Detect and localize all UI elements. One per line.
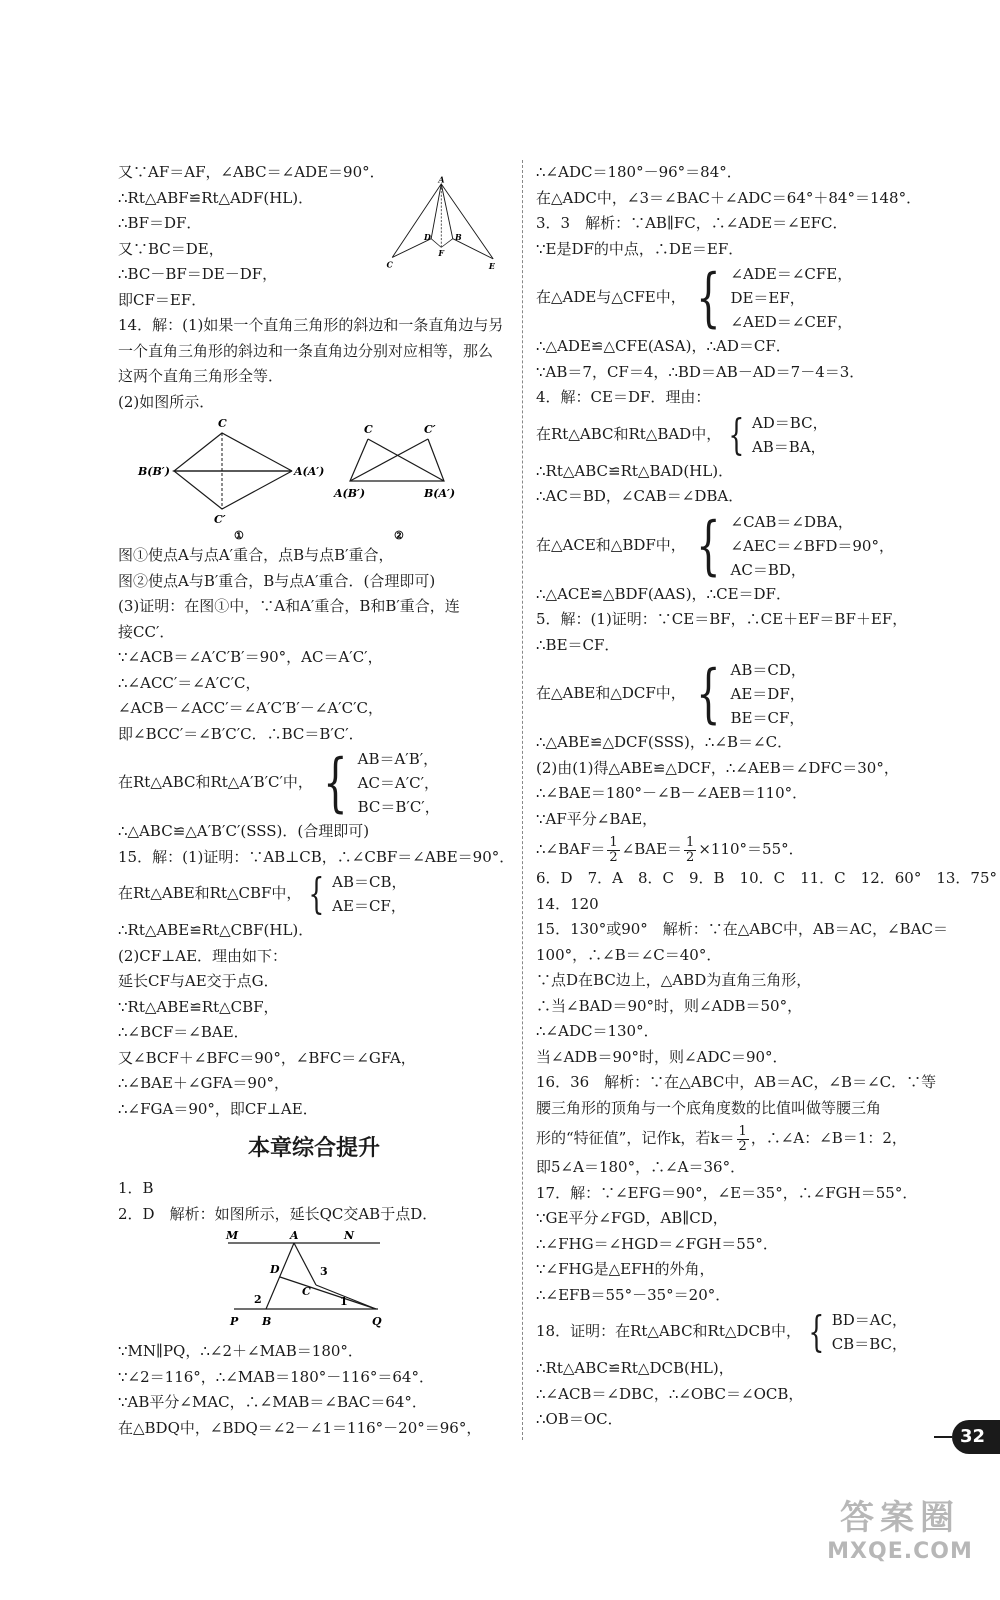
brace-icon: { xyxy=(323,746,348,820)
fraction-line xyxy=(536,832,946,866)
condition: AC＝BD， xyxy=(730,560,806,579)
label-3: 3 xyxy=(320,1265,328,1278)
text-line: 6．D 7．A 8．C 9．B 10．C 11．C 12．60° 13．75° xyxy=(536,869,998,887)
text-line: ∵E是DF的中点，∴DE＝EF． xyxy=(536,239,744,258)
text-line: ∴BF＝DF． xyxy=(118,214,202,232)
condition: AE＝CF， xyxy=(332,897,406,915)
label-1: 1 xyxy=(340,1295,348,1308)
label-2: 2 xyxy=(254,1293,262,1306)
text-line: ∴△ABE≌△DCF(SSS)，∴∠B＝∠C． xyxy=(536,733,793,751)
text-line: ∴OB＝OC． xyxy=(536,1410,623,1428)
figure-number-1: ① xyxy=(234,529,244,542)
condition: AC＝A′C′， xyxy=(357,774,440,792)
text-line: ∵AB平分∠MAC，∴∠MAB＝∠BAC＝64°． xyxy=(118,1393,427,1411)
brace-icon: { xyxy=(728,409,745,459)
text-line: 15．130°或90° 解析：∵在△ABC中，AB＝AC，∠BAC＝ xyxy=(536,920,949,938)
text-line: ∵点D在BC边上，△ABD为直角三角形， xyxy=(536,971,812,989)
text-segment: ×110°＝55°． xyxy=(698,840,804,858)
text-line: 2．D 解析：如图所示，延长QC交AB于点D． xyxy=(118,1204,438,1223)
label-c: C xyxy=(218,417,227,430)
text-line: 腰三角形的顶角与一个底角度数的比值叫做等腰三角 xyxy=(536,1098,882,1117)
denominator: 2 xyxy=(609,849,618,865)
label-c: C xyxy=(302,1285,311,1298)
text-line: ∴Rt△ABE≌Rt△CBF(HL)． xyxy=(118,921,314,939)
text-segment: ∠BAE＝ xyxy=(621,840,683,858)
text-segment: ∴∠BAF＝ xyxy=(536,840,606,858)
system-label: 18．证明：在Rt△ABC和Rt△DCB中， xyxy=(536,1322,801,1341)
text-line: (2)由(1)得△ABE≌△DCF，∴∠AEB＝∠DFC＝30°， xyxy=(536,758,899,777)
system-label: 在Rt△ABC和Rt△A′B′C′中， xyxy=(118,773,313,792)
label-e: E xyxy=(488,261,495,271)
brace-icon: { xyxy=(308,869,325,918)
text-line: 又∠BCF＋∠BFC＝90°，∠BFC＝∠GFA， xyxy=(118,1048,416,1067)
text-line: 16．36 解析：∵在△ABC中，AB＝AC，∠B＝∠C．∵等 xyxy=(536,1073,937,1091)
text-line: ∴∠ACC′＝∠A′C′C， xyxy=(118,673,261,692)
condition: AD＝BC， xyxy=(751,413,828,432)
page-number-dash xyxy=(934,1436,952,1438)
equation-system xyxy=(536,658,946,730)
text-line: 延长CF与AE交于点G． xyxy=(118,972,279,990)
system-label: 在Rt△ABE和Rt△CBF中， xyxy=(118,884,302,903)
text-line: ∵AB＝7，CF＝4，∴BD＝AB－AD＝7－4＝3． xyxy=(536,362,865,381)
text-line: ∵∠2＝116°，∴∠MAB＝180°－116°＝64°． xyxy=(118,1367,434,1386)
system-conditions xyxy=(358,747,440,819)
fraction xyxy=(737,1125,749,1154)
text-line: 当∠ADB＝90°时，则∠ADC＝90°． xyxy=(536,1047,788,1066)
left-column xyxy=(118,160,515,1441)
column-divider xyxy=(522,160,523,1440)
label-b: B xyxy=(262,1315,272,1328)
equation-system xyxy=(536,262,946,334)
text-line: 又∵AF＝AF，∠ABC＝∠ADE＝90°． xyxy=(118,163,385,181)
label-c-prime: C′ xyxy=(214,513,226,526)
label-c: C xyxy=(386,260,393,270)
equation-system xyxy=(118,870,510,918)
condition: AB＝BA， xyxy=(751,437,826,456)
text-line: 一个直角三角形的斜边和一条直角边分别对应相等，那么 xyxy=(118,341,494,360)
fraction-line xyxy=(536,1121,946,1155)
denominator: 2 xyxy=(686,849,695,865)
text-line: ∴∠FGA＝90°，即CF⊥AE． xyxy=(118,1099,318,1118)
text-line: ∴∠BAE＝180°－∠B－∠AEB＝110°． xyxy=(536,784,808,802)
equation-system xyxy=(536,411,946,459)
text-line: 14．解：(1)如果一个直角三角形的斜边和一条直角边与另 xyxy=(118,316,504,334)
condition: CB＝BC， xyxy=(831,1335,907,1353)
text-segment: 形的“特征值”，记作k，若k＝ xyxy=(536,1129,735,1147)
page-number: 32 xyxy=(952,1420,1000,1454)
system-conditions xyxy=(731,658,806,730)
proof-13-text xyxy=(118,160,385,313)
system-label: 在△ABE和△DCF中， xyxy=(536,684,686,703)
equation-system xyxy=(536,1308,946,1356)
text-line: ∴AC＝BD，∠CAB＝∠DBA． xyxy=(536,487,744,505)
text-line: 即∠BCC′＝∠B′C′C．∴BC＝B′C′． xyxy=(118,724,364,743)
text-line: ∴△ABC≌△A′B′C′(SSS)．(合理即可) xyxy=(118,822,370,840)
text-line: 17．解：∵∠EFG＝90°，∠E＝35°，∴∠FGH＝55°． xyxy=(536,1183,918,1202)
text-line: ∵GE平分∠FGD，AB∥CD， xyxy=(536,1209,728,1227)
condition: BC＝B′C′， xyxy=(357,798,440,816)
text-line: 这两个直角三角形全等． xyxy=(118,367,284,385)
text-line: 图①使点A与点A′重合，点B与点B′重合， xyxy=(118,546,394,564)
numerator: 1 xyxy=(686,834,695,850)
condition: ∠AEC＝∠BFD＝90°， xyxy=(730,536,894,555)
text-line: ∴∠BAE＋∠GFA＝90°， xyxy=(118,1074,289,1092)
brace-icon: { xyxy=(808,1307,825,1356)
label-a: A xyxy=(437,175,445,185)
brace-icon: { xyxy=(695,261,721,335)
condition: DE＝EF， xyxy=(730,289,805,307)
fraction xyxy=(607,836,619,865)
text-line: 在△BDQ中，∠BDQ＝∠2－∠1＝116°－20°＝96°， xyxy=(118,1418,482,1437)
text-line: 即CF＝EF． xyxy=(118,290,207,309)
figure-right-triangles xyxy=(118,415,510,543)
text-line: 4．解：CE＝DF．理由： xyxy=(536,388,711,406)
figure-number-2: ② xyxy=(394,529,404,542)
label-p: P xyxy=(230,1315,239,1328)
label-b: B xyxy=(454,233,462,243)
text-line: (2)CF⊥AE．理由如下： xyxy=(118,946,288,965)
watermark-brand: 答案圈 xyxy=(840,1498,960,1538)
condition: AB＝CB， xyxy=(332,873,407,891)
text-line: ∵∠ACB＝∠A′C′B′＝90°，AC＝A′C′， xyxy=(118,648,383,666)
watermark-url: MXQE.COM xyxy=(827,1539,973,1564)
label-c2: C xyxy=(364,423,373,436)
brace-icon: { xyxy=(695,657,721,731)
condition: ∠ADE＝∠CFE， xyxy=(730,265,853,283)
text-line: ∴BC－BF＝DE－DF， xyxy=(118,265,278,283)
denominator: 2 xyxy=(738,1138,747,1154)
text-line: ∴Rt△ABC≌Rt△BAD(HL)． xyxy=(536,461,734,480)
condition: BD＝AC， xyxy=(831,1311,908,1329)
text-segment: ，∴∠A：∠B＝1：2， xyxy=(750,1129,907,1147)
system-label: 在Rt△ABC和Rt△BAD中， xyxy=(536,424,722,443)
condition: BE＝CF， xyxy=(730,709,805,727)
text-line: 100°，∴∠B＝∠C＝40°． xyxy=(536,945,722,964)
text-line: ∴∠BCF＝∠BAE． xyxy=(118,1023,249,1041)
section-title: 本章综合提升 xyxy=(247,1135,380,1161)
text-line: ∴∠ACB＝∠DBC，∴∠OBC＝∠OCB， xyxy=(536,1384,804,1403)
text-line: ∵Rt△ABE≌Rt△CBF， xyxy=(118,997,279,1016)
label-m: M xyxy=(226,1229,239,1242)
condition: ∠AED＝∠CEF， xyxy=(730,313,853,331)
text-line: 5．解：(1)证明：∵CE＝BF，∴CE＋EF＝BF＋EF， xyxy=(536,610,908,628)
text-line: ∴∠ADC＝130°． xyxy=(536,1022,659,1040)
text-line: 15．解：(1)证明：∵AB⊥CB，∴∠CBF＝∠ABE＝90°． xyxy=(118,847,515,866)
text-line: ∴Rt△ABC≌Rt△DCB(HL)， xyxy=(536,1359,734,1377)
system-label: 在△ACE和△BDF中， xyxy=(536,535,686,554)
system-conditions xyxy=(332,870,406,918)
system-conditions xyxy=(730,262,852,334)
text-line: ∴∠EFB＝55°－35°＝20°． xyxy=(536,1285,731,1304)
label-n: N xyxy=(344,1229,355,1242)
label-d: D xyxy=(270,1263,280,1276)
text-line: ∴当∠BAD＝90°时，则∠ADB＝50°， xyxy=(536,996,803,1015)
label-b-bp: B(B′) xyxy=(138,465,170,478)
system-conditions xyxy=(832,1308,907,1356)
label-b-ap: B(A′) xyxy=(424,487,456,500)
text-line: ∵∠FHG是△EFH的外角， xyxy=(536,1260,715,1278)
text-line: 3．3 解析：∵AB∥FC，∴∠ADE＝∠EFC． xyxy=(536,214,848,232)
numerator: 1 xyxy=(738,1123,747,1139)
text-line: ∵MN∥PQ，∴∠2＋∠MAB＝180°． xyxy=(118,1342,363,1360)
condition: AB＝A′B′， xyxy=(357,750,439,768)
right-column xyxy=(536,160,998,1433)
text-line: ∴Rt△ABF≌Rt△ADF(HL)． xyxy=(118,188,314,207)
condition: AB＝CD， xyxy=(730,661,806,679)
fraction xyxy=(684,836,696,865)
text-line: ∴∠ADC＝180°－96°＝84°． xyxy=(536,163,742,181)
text-line: ∴BE＝CF． xyxy=(536,635,620,654)
label-a: A xyxy=(290,1229,299,1242)
text-line: 1．B xyxy=(118,1179,154,1197)
watermark xyxy=(810,1490,990,1564)
text-line: 在△ADC中，∠3＝∠BAC＋∠ADC＝64°＋84°＝148°． xyxy=(536,188,922,207)
text-line: ∴△ACE≌△BDF(AAS)，∴CE＝DF． xyxy=(536,584,791,603)
system-conditions xyxy=(731,510,894,582)
label-c2-prime: C′ xyxy=(424,423,436,436)
figure-parallel-lines xyxy=(118,1227,510,1339)
condition: ∠CAB＝∠DBA， xyxy=(730,512,853,531)
figure-kite-triangle xyxy=(385,160,500,290)
label-q: Q xyxy=(372,1315,382,1328)
text-line: ∵AF平分∠BAE， xyxy=(536,809,658,828)
numerator: 1 xyxy=(609,834,618,850)
condition: AE＝DF， xyxy=(730,685,805,703)
label-d: D xyxy=(423,233,431,243)
text-line: 又∵BC＝DE， xyxy=(118,239,224,258)
text-line: 14．120 xyxy=(536,894,599,913)
equation-system xyxy=(536,510,946,582)
text-line: 接CC′． xyxy=(118,622,175,641)
system-conditions xyxy=(752,411,828,459)
system-label: 在△ADE与△CFE中， xyxy=(536,288,686,307)
text-line: ∴△ADE≌△CFE(ASA)，∴AD＝CF． xyxy=(536,337,791,355)
text-line: 即5∠A＝180°，∴∠A＝36°． xyxy=(536,1158,746,1176)
text-line: ∴∠FHG＝∠HGD＝∠FGH＝55°． xyxy=(536,1234,778,1253)
text-line: (3)证明：在图①中，∵A和A′重合，B和B′重合，连 xyxy=(118,597,460,615)
equation-system xyxy=(118,747,510,819)
brace-icon: { xyxy=(695,508,721,583)
label-a-ap: A(A′) xyxy=(294,465,325,478)
label-a-bp: A(B′) xyxy=(334,487,366,500)
text-line: ∠ACB－∠ACC′＝∠A′C′B′－∠A′C′C， xyxy=(118,699,383,717)
label-f: F xyxy=(437,249,444,259)
text-line: 图②使点A与B′重合，B与点A′重合．(合理即可) xyxy=(118,571,436,590)
text-line: (2)如图所示． xyxy=(118,392,215,411)
